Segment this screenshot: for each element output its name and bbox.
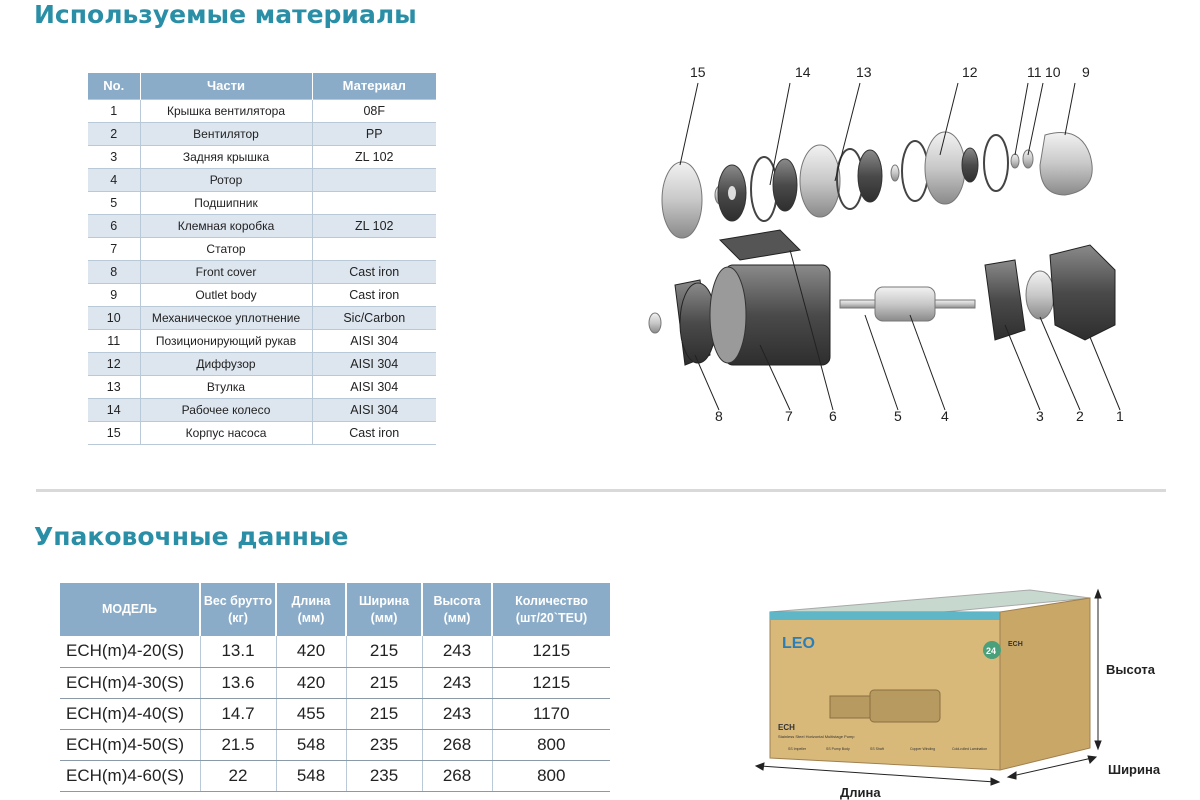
cell-material: ZL 102 [312, 145, 436, 168]
header-no: No. [88, 73, 140, 99]
box-feature: Copper Winding [910, 747, 936, 751]
box-model: ECH [778, 723, 795, 732]
table-row [88, 214, 436, 237]
width-label: Ширина [1108, 762, 1161, 777]
cell-length: 548 [276, 760, 346, 791]
table-row [88, 398, 436, 421]
box-feature: SS Shaft [870, 747, 884, 751]
box-feature: Cold-rolled Lamination [952, 747, 988, 751]
exploded-pump-diagram [620, 55, 1160, 435]
cell-width: 235 [346, 729, 422, 760]
table-row [88, 237, 436, 260]
table-row [60, 760, 610, 791]
cell-part: Диффузор [140, 352, 312, 375]
cell-quantity: 800 [492, 760, 610, 791]
cell-no: 2 [88, 122, 140, 145]
box-pump-body [830, 696, 870, 718]
header-weight: Вес брутто (кг) [200, 583, 276, 636]
callout-5: 5 [894, 408, 902, 424]
callout-12: 12 [962, 64, 978, 80]
cell-material [312, 168, 436, 191]
cell-material: Cast iron [312, 421, 436, 444]
box-side [1000, 598, 1090, 770]
cell-weight: 13.1 [200, 636, 276, 667]
header-material: Материал [312, 73, 436, 99]
table-row [88, 329, 436, 352]
cell-weight: 14.7 [200, 698, 276, 729]
table-row [88, 99, 436, 122]
cell-material: AISI 304 [312, 329, 436, 352]
cell-quantity: 1215 [492, 667, 610, 698]
table-row [88, 421, 436, 444]
cell-model: ECH(m)4-30(S) [60, 667, 200, 698]
table-row [88, 145, 436, 168]
callout-1: 1 [1116, 408, 1124, 424]
cell-height: 243 [422, 667, 492, 698]
cell-height: 268 [422, 760, 492, 791]
cell-material [312, 237, 436, 260]
cell-no: 14 [88, 398, 140, 421]
callout-11: 11 [1027, 64, 1042, 80]
cell-material: PP [312, 122, 436, 145]
table-row [88, 260, 436, 283]
table-row [88, 352, 436, 375]
cell-width: 215 [346, 698, 422, 729]
cell-part: Статор [140, 237, 312, 260]
table-row [60, 667, 610, 698]
length-label: Длина [840, 785, 881, 800]
cell-material: Cast iron [312, 283, 436, 306]
box-subtitle: Stainless Steel Horizontal Multistage Pump [778, 734, 855, 739]
cell-part: Outlet body [140, 283, 312, 306]
packing-table [60, 583, 610, 792]
cell-part: Подшипник [140, 191, 312, 214]
cell-length: 548 [276, 729, 346, 760]
cell-part: Механическое уплотнение [140, 306, 312, 329]
header-width: Ширина (мм) [346, 583, 422, 636]
table-row [88, 306, 436, 329]
callout-4: 4 [941, 408, 949, 424]
box-feature: SS Pump Body [826, 747, 850, 751]
cell-width: 215 [346, 667, 422, 698]
callout-15: 15 [690, 64, 706, 80]
cell-material: Sic/Carbon [312, 306, 436, 329]
cell-weight: 21.5 [200, 729, 276, 760]
cell-no: 3 [88, 145, 140, 168]
header-height: Высота (мм) [422, 583, 492, 636]
cell-part: Вентилятор [140, 122, 312, 145]
box-side-model: ECH [1008, 641, 1023, 648]
cell-no: 4 [88, 168, 140, 191]
table-row [88, 168, 436, 191]
materials-table [88, 73, 436, 445]
cell-no: 8 [88, 260, 140, 283]
section-divider [36, 489, 1166, 492]
table-row [60, 698, 610, 729]
cell-no: 9 [88, 283, 140, 306]
callout-6: 6 [829, 408, 837, 424]
cell-material: AISI 304 [312, 352, 436, 375]
cell-model: ECH(m)4-20(S) [60, 636, 200, 667]
callout-9: 9 [1082, 64, 1090, 80]
table-row [88, 122, 436, 145]
cell-weight: 22 [200, 760, 276, 791]
cell-length: 420 [276, 667, 346, 698]
header-part: Части [140, 73, 312, 99]
callout-10: 10 [1045, 64, 1061, 80]
packing-title: Упаковочные данные [34, 522, 349, 551]
cell-material: Cast iron [312, 260, 436, 283]
cell-no: 10 [88, 306, 140, 329]
header-quantity: Количество (шт/20`TEU) [492, 583, 610, 636]
materials-title: Используемые материалы [34, 0, 417, 29]
cell-material [312, 191, 436, 214]
motor-parts [649, 230, 1115, 365]
cell-material: AISI 304 [312, 398, 436, 421]
cell-height: 268 [422, 729, 492, 760]
cell-no: 7 [88, 237, 140, 260]
cell-no: 13 [88, 375, 140, 398]
callout-8: 8 [715, 408, 723, 424]
table-row [60, 729, 610, 760]
package-box-illustration [730, 580, 1170, 800]
warranty-badge: 24 [986, 646, 997, 656]
callout-2: 2 [1076, 408, 1084, 424]
cell-width: 235 [346, 760, 422, 791]
header-model: МОДЕЛЬ [60, 583, 200, 636]
cell-part: Задняя крышка [140, 145, 312, 168]
cell-height: 243 [422, 636, 492, 667]
box-stripe [770, 612, 1000, 620]
cell-no: 15 [88, 421, 140, 444]
cell-part: Позиционирующий рукав [140, 329, 312, 352]
cell-no: 6 [88, 214, 140, 237]
callout-7: 7 [785, 408, 793, 424]
table-row [88, 191, 436, 214]
cell-quantity: 800 [492, 729, 610, 760]
cell-part: Корпус насоса [140, 421, 312, 444]
cell-material: AISI 304 [312, 375, 436, 398]
cell-length: 455 [276, 698, 346, 729]
table-row [88, 283, 436, 306]
cell-model: ECH(m)4-40(S) [60, 698, 200, 729]
pump-stage-parts [662, 132, 1092, 238]
packing-header-row [60, 583, 610, 636]
box-pump-motor [870, 690, 940, 722]
header-length: Длина (мм) [276, 583, 346, 636]
cell-part: Рабочее колесо [140, 398, 312, 421]
cell-no: 5 [88, 191, 140, 214]
materials-header-row [88, 73, 436, 99]
cell-length: 420 [276, 636, 346, 667]
cell-weight: 13.6 [200, 667, 276, 698]
cell-part: Втулка [140, 375, 312, 398]
callout-14: 14 [795, 64, 811, 80]
table-row [88, 375, 436, 398]
cell-no: 1 [88, 99, 140, 122]
table-row [60, 636, 610, 667]
box-brand: LEO [782, 635, 815, 652]
cell-no: 11 [88, 329, 140, 352]
box-feature: SS Impeller [788, 747, 807, 751]
height-label: Высота [1106, 662, 1155, 677]
cell-material: ZL 102 [312, 214, 436, 237]
cell-part: Ротор [140, 168, 312, 191]
cell-height: 243 [422, 698, 492, 729]
cell-no: 12 [88, 352, 140, 375]
callout-3: 3 [1036, 408, 1044, 424]
cell-part: Крышка вентилятора [140, 99, 312, 122]
cell-part: Клемная коробка [140, 214, 312, 237]
callout-13: 13 [856, 64, 872, 80]
cell-part: Front cover [140, 260, 312, 283]
cell-width: 215 [346, 636, 422, 667]
cell-model: ECH(m)4-50(S) [60, 729, 200, 760]
cell-material: 08F [312, 99, 436, 122]
cell-quantity: 1170 [492, 698, 610, 729]
cell-model: ECH(m)4-60(S) [60, 760, 200, 791]
cell-quantity: 1215 [492, 636, 610, 667]
